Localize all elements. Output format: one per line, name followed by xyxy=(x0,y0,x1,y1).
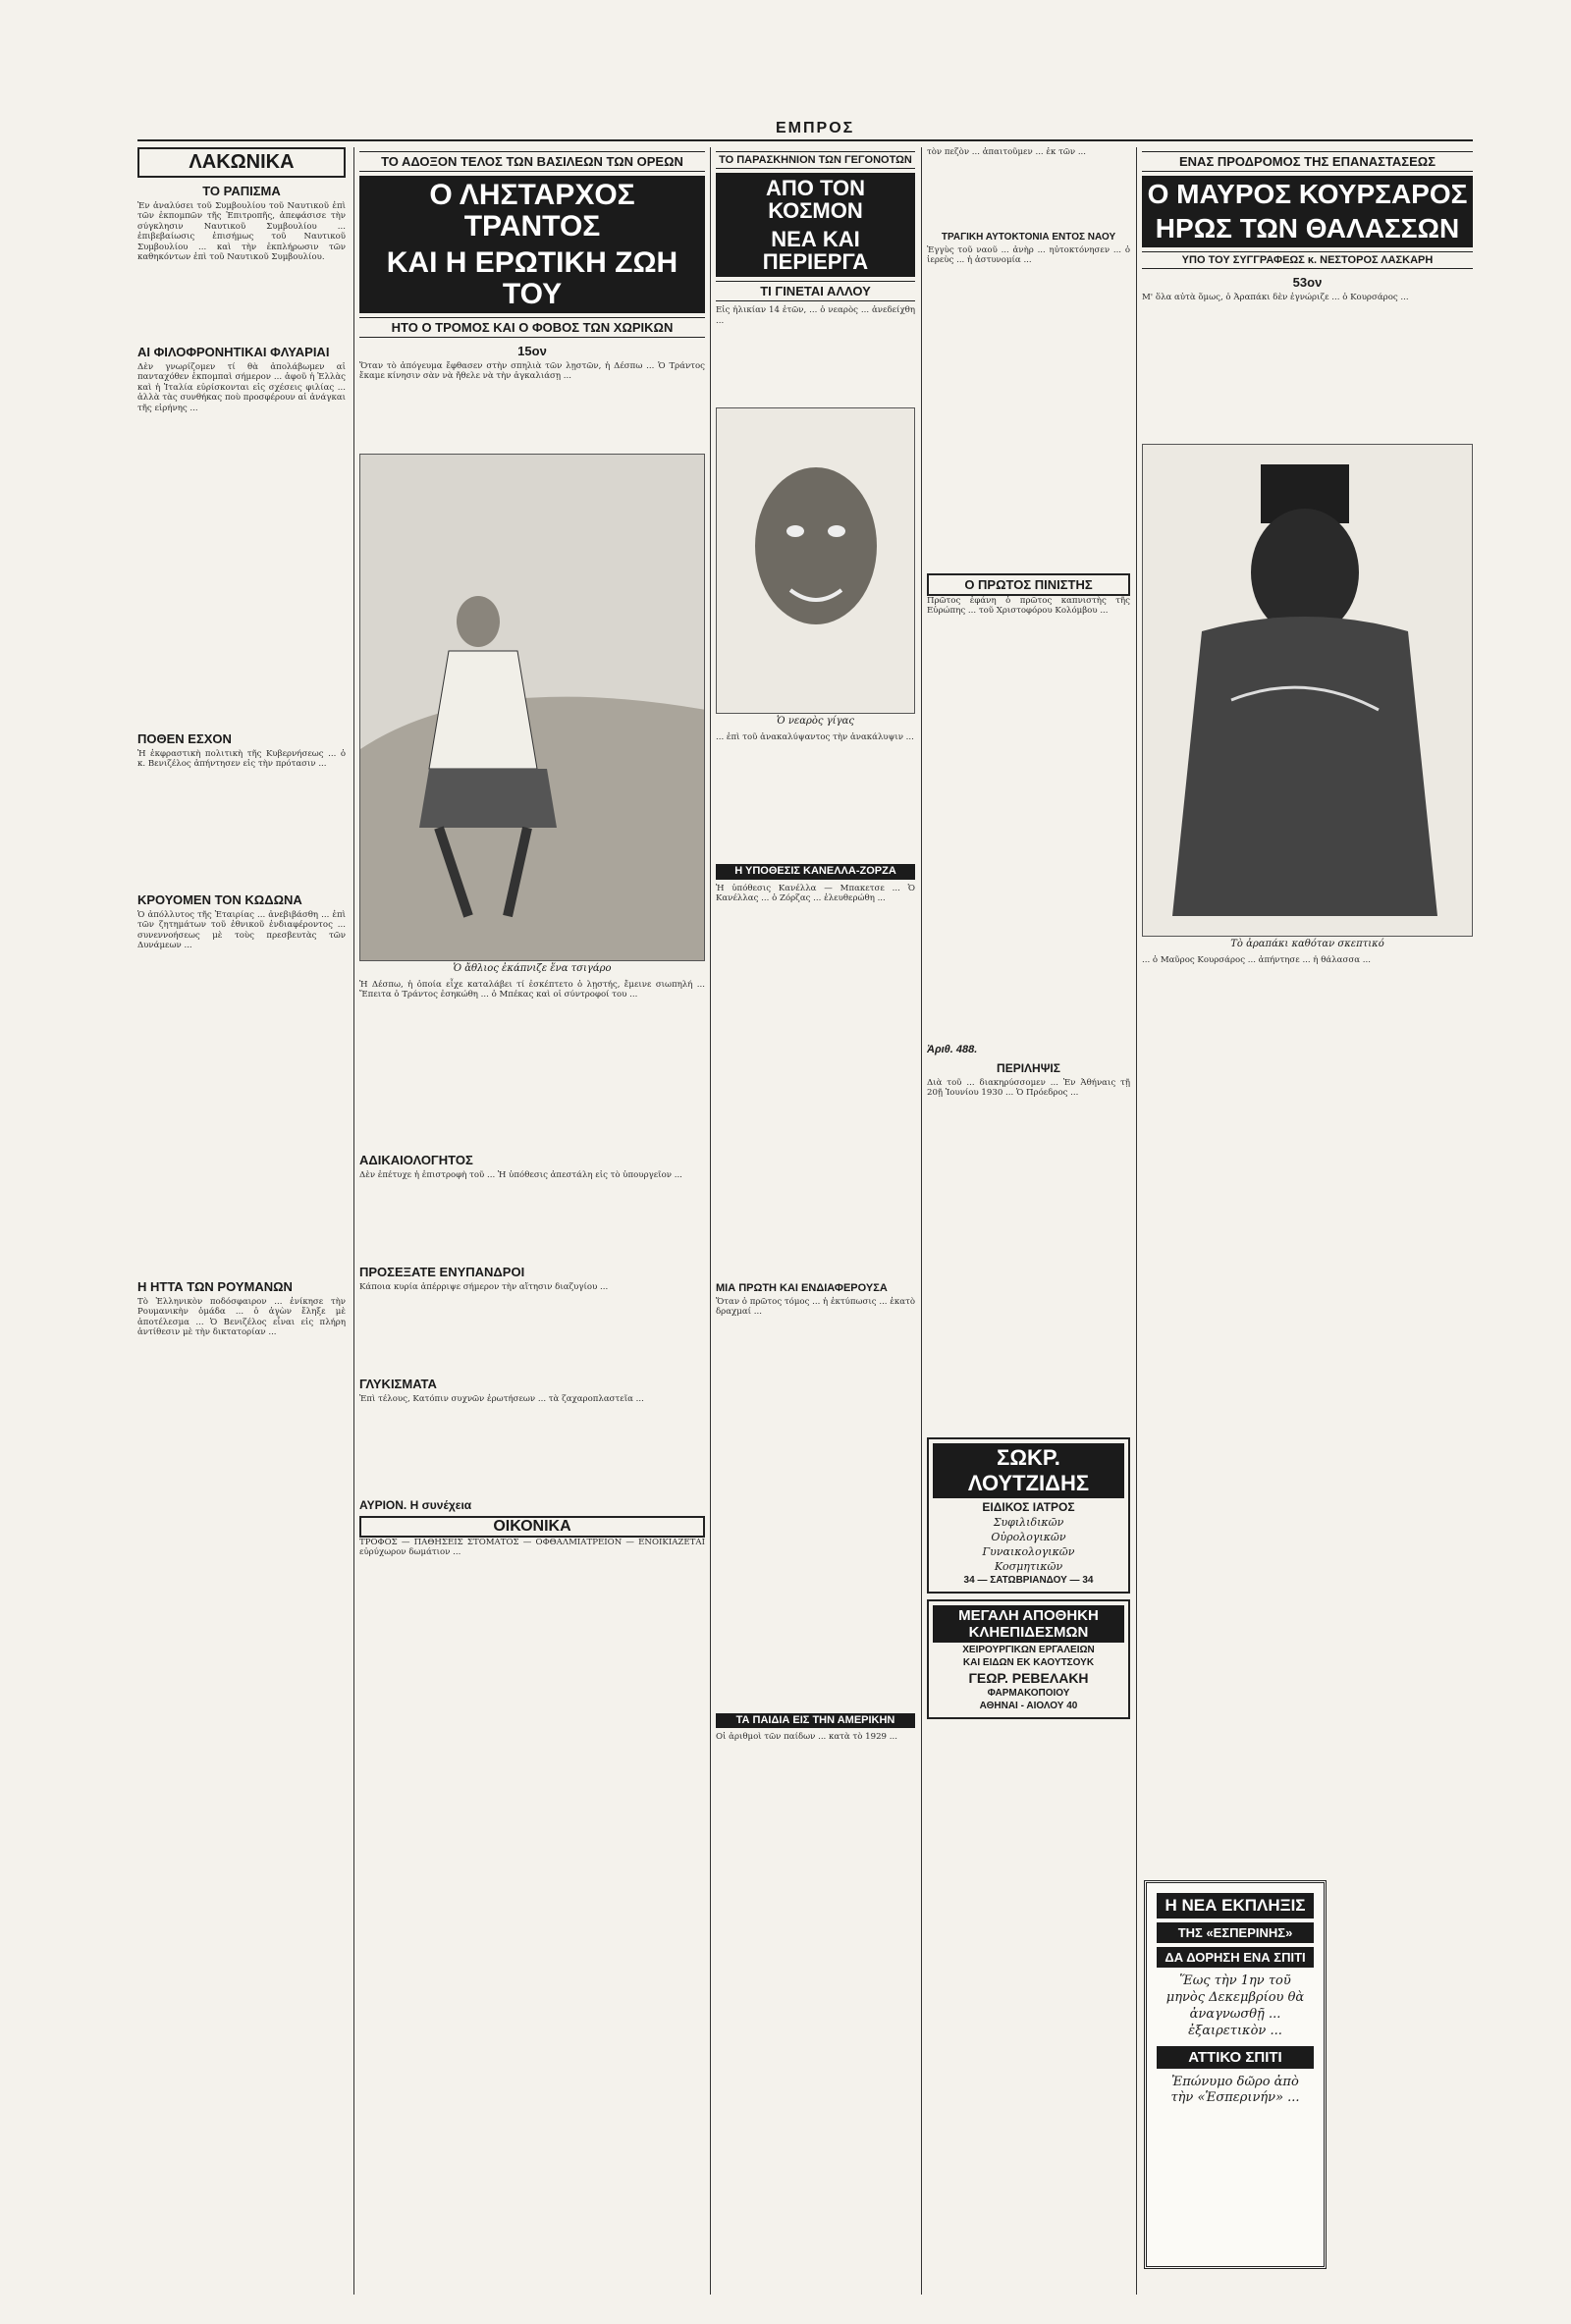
column-rule xyxy=(1136,147,1137,2295)
ad-line: Συφιλιδικῶν xyxy=(993,1516,1064,1529)
continuation-note: ΑΥΡΙΟΝ. Η συνέχεια xyxy=(359,1498,472,1512)
article-heading: Ο ΠΡΩΤΟΣ ΠΙΝΙΣΤΗΣ xyxy=(927,573,1130,596)
headline-line2: ΚΑΙ Η ΕΡΩΤΙΚΗ ΖΩΗ ΤΟΥ xyxy=(359,245,705,313)
serial-number: 53ον xyxy=(1292,274,1323,290)
ad-line: ΦΑΡΜΑΚΟΠΟΙΟΥ xyxy=(987,1688,1070,1699)
article-text: Μ' ὅλα αὐτὰ ὅμως, ὁ Ἀραπάκι δὲν ἐγνώριζε ... ὁ Κουρσάρος ... xyxy=(1142,292,1409,302)
article-text: Ἡ ὑπόθεσις Κανέλλα — Μπακετσε ... Ὁ Κανέλλας ... ὁ Ζόρζας ... ἐλευθερώθη ... xyxy=(716,883,915,904)
ad-line: Κοσμητικῶν xyxy=(994,1560,1063,1573)
article-text: Πρῶτος ἐφάνη ὁ πρῶτος καπνιστὴς τῆς Εὐρώπης ... τοῦ Χριστοφόρου Κολόμβου ... xyxy=(927,596,1130,617)
promo-line: Η ΝΕΑ ΕΚΠΛΗΞΙΣ xyxy=(1157,1893,1314,1919)
column-rule xyxy=(353,147,354,2295)
masthead xyxy=(137,120,1473,141)
ad-pharmacy xyxy=(927,1599,1130,1719)
promo-line: ΔΑ ΔΟΡΗΣΗ ΕΝΑ ΣΠΙΤΙ xyxy=(1157,1947,1314,1968)
article-text: ... ἐπὶ τοῦ ἀνακαλύψαντος τὴν ἀνακάλυψιν ... xyxy=(716,732,914,743)
article-subtitle: ΤΙ ΓΙΝΕΤΑΙ ΑΛΛΟΥ xyxy=(716,281,915,301)
headline-line1: Ο ΛΗΣΤΑΡΧΟΣ ΤΡΑΝΤΟΣ xyxy=(359,176,705,245)
ad-line: ΑΘΗΝΑΙ - ΑΙΟΛΟΥ 40 xyxy=(979,1701,1078,1711)
column-world xyxy=(716,147,915,2295)
article-text: Τὸ Ἑλληνικὸν ποδόσφαιρον ... ἐνίκησε τὴν Ρουμανικὴν ὁμάδα ... ὁ ἀγὼν ἔληξε μὲ ἀποτέλεσμα ... Ὁ Βενιζέλος εἶναι εἰς πλήρη ἀντίθεσιν μὲ τὴν δικτατορίαν ... xyxy=(137,1297,346,1338)
article-text: Οἱ ἀριθμοὶ τῶν παίδων ... κατὰ τὸ 1929 ... xyxy=(716,1732,897,1743)
ad-line: ΕΙΔΙΚΟΣ ΙΑΤΡΟΣ xyxy=(982,1500,1075,1514)
serial-number: 15ον xyxy=(517,344,547,358)
article-kicker: ΕΝΑΣ ΠΡΟΔΡΟΜΟΣ ΤΗΣ ΕΠΑΝΑΣΤΑΣΕΩΣ xyxy=(1142,151,1473,172)
article-heading: ΠΟΘΕΝ ΕΣΧΟΝ xyxy=(137,731,232,746)
promo-esperini xyxy=(1144,1880,1327,2269)
ad-line: Οὐρολογικῶν xyxy=(991,1531,1066,1543)
article-heading: ΓΛΥΚΙΣΜΑΤΑ xyxy=(359,1377,437,1391)
promo-text: Ἐπώνυμο δῶρο ἀπὸ τὴν «Ἑσπερινήν» ... xyxy=(1170,2074,1300,2106)
promo-line: ΤΗΣ «ΕΣΠΕΡΙΝΗΣ» xyxy=(1157,1922,1314,1943)
article-text: Ὅταν ὁ πρῶτος τόμος ... ἡ ἐκτύπωσις ... ἑκατὸ δραχμαί ... xyxy=(716,1296,915,1318)
article-heading: Η ΗΤΤΑ ΤΩΝ ΡΟΥΜΑΝΩΝ xyxy=(137,1279,293,1294)
article-text: Κάποια κυρία ἀπέρριψε σήμερον τὴν αἴτησιν διαζυγίου ... xyxy=(359,1282,609,1292)
article-heading: ΑΙ ΦΙΛΟΦΡΟΝΗΤΙΚΑΙ ΦΛΥΑΡΙΑΙ xyxy=(137,345,330,359)
column-rule xyxy=(710,147,711,2295)
column-news xyxy=(927,147,1130,2295)
notice-title: ΠΕΡΙΛΗΨΙΣ xyxy=(997,1061,1060,1075)
ad-address: 34 — ΣΑΤΩΒΡΙΑΝΔΟΥ — 34 xyxy=(963,1575,1094,1586)
article-subtitle: ΗΤΟ Ο ΤΡΟΜΟΣ ΚΑΙ Ο ΦΟΒΟΣ ΤΩΝ ΧΩΡΙΚΩΝ xyxy=(359,317,705,338)
ad-line: ΧΕΙΡΟΥΡΓΙΚΩΝ ΕΡΓΑΛΕΙΩΝ xyxy=(962,1645,1095,1655)
classified-title: ΟΙΚΟΝΙΚΑ xyxy=(359,1516,705,1538)
notice-text: Διὰ τοῦ ... διακηρύσσομεν ... Ἐν Ἀθήναις τῇ 20ῇ Ἰουνίου 1930 ... Ὁ Πρόεδρος ... xyxy=(927,1078,1130,1099)
illustration-corsair xyxy=(1142,444,1473,937)
headline-line1: ΑΠΟ ΤΟΝ ΚΟΣΜΟΝ xyxy=(716,173,915,226)
article-text: Δὲν ἐπέτυχε ἡ ἐπιστροφὴ τοῦ ... Ἡ ὑπόθεσις ἀπεστάλη εἰς τὸ ὑπουργεῖον ... xyxy=(359,1170,682,1180)
ad-name: ΣΩΚΡ. ΛΟΥΤΖΙΔΗΣ xyxy=(933,1443,1124,1498)
promo-text: Ἕως τὴν 1ην τοῦ μηνὸς Δεκεμβρίου θὰ ἀναγνωσθῇ ... ἐξαιρετικὸν ... xyxy=(1165,1973,1305,2038)
article-text: Ὁ ἀπόλλυτος τῆς Ἑταιρίας ... ἀνεβιβάσθη ... ἐπὶ τῶν ζητημάτων τοῦ ἐθνικοῦ ἐνδιαφέροντος ... συνεννοήσεως μὲ τοὺς πρεσβευτὰς τῶν Δυνάμεων ... xyxy=(137,910,346,951)
masthead-title: ΕΜΠΡΟΣ xyxy=(776,120,855,136)
headline-line2: ΗΡΩΣ ΤΩΝ ΘΑΛΑΣΣΩΝ xyxy=(1142,212,1473,246)
illustration-caption: Τὸ ἀραπάκι καθόταν σκεπτικό xyxy=(1230,938,1384,949)
illustration-caption: Ὁ ἄθλιος ἐκάπνιζε ἕνα τσιγάρο xyxy=(453,963,612,974)
illustration-caption: Ὁ νεαρὸς γίγας xyxy=(777,716,854,728)
article-kicker: ΤΟ ΠΑΡΑΣΚΗΝΙΟΝ ΤΩΝ ΓΕΓΟΝΟΤΩΝ xyxy=(716,151,915,169)
ad-line: ΓΕΩΡ. ΡΕΒΕΛΑΚΗ xyxy=(968,1670,1089,1686)
article-subtitle: ΥΠΟ ΤΟΥ ΣΥΓΓΡΑΦΕΩΣ κ. ΝΕΣΤΟΡΟΣ ΛΑΣΚΑΡΗ xyxy=(1142,251,1473,269)
article-text: Ἡ ἐκφραστικὴ πολιτικὴ τῆς Κυβερνήσεως ... ὁ κ. Βενιζέλος ἀπήντησεν εἰς τὴν πρότασιν ... xyxy=(137,749,346,770)
article-text: ... ὁ Μαῦρος Κουρσάρος ... ἀπήντησε ... ἡ θάλασσα ... xyxy=(1142,954,1371,965)
reference-number: Ἀριθ. 488. xyxy=(927,1044,978,1055)
bandit-drawing xyxy=(360,455,705,960)
headline-line2: ΝΕΑ ΚΑΙ ΠΕΡΙΕΡΓΑ xyxy=(716,226,915,277)
article-text: Δὲν γνωρίζομεν τί θὰ ἀπολάβωμεν αἱ πανταχόθεν ἐκπομπαὶ σήμερον ... ἀφοῦ ἡ Ἑλλὰς καὶ ἡ Ἰταλία εὑρίσκονται εἰς σχέσεις φιλίας ... ἀλλὰ τὰς συνθήκας ποὺ προσφέρουν αἱ ἀνάγκαι τῆς εἰρήνης ... xyxy=(137,362,346,413)
article-text: Ἐν ἀναλύσει τοῦ Συμβουλίου τοῦ Ναυτικοῦ ἐπὶ τῶν ἐκπομπῶν τῆς Ἐπιτροπῆς, ἀπεφάσισε τὴν σύγκλησιν Ναυτικοῦ Συμβουλίου ... ἐπιβεβαίωσις ἐπισήμως τοῦ Ναυτικοῦ Συμβουλίου ... καὶ τὴν ἐκπλήρωσιν τῶν καθηκόντων ἐπὶ τοῦ Ναυτικοῦ Συμβουλίου. xyxy=(137,201,346,263)
article-kicker: ΤΟ ΑΔΟΞΟΝ ΤΕΛΟΣ ΤΩΝ ΒΑΣΙΛΕΩΝ ΤΩΝ ΟΡΕΩΝ xyxy=(359,151,705,172)
article-heading: ΤΑ ΠΑΙΔΙΑ ΕΙΣ ΤΗΝ ΑΜΕΡΙΚΗΝ xyxy=(716,1713,915,1729)
ad-doctor xyxy=(927,1437,1130,1594)
article-text: Εἰς ἡλικίαν 14 ἐτῶν, ... ὁ νεαρὸς ... ἀνεδείχθη ... xyxy=(716,305,915,326)
article-text: Ἐγγὺς τοῦ ναοῦ ... ἀνὴρ ... ηὐτοκτόνησεν ... ὁ ἱερεὺς ... ἡ ἀστυνομία ... xyxy=(927,245,1130,266)
classified-text: ΤΡΟΦΟΣ — ΠΑΘΗΣΕΙΣ ΣΤΟΜΑΤΟΣ — ΟΦΘΑΛΜΙΑΤΡΕΙΟΝ — ΕΝΟΙΚΙΑΖΕΤΑΙ εὐρύχωρον δωμάτιον ... xyxy=(359,1538,705,1558)
ad-line: ΚΑΙ ΕΙΔΩΝ ΕΚ ΚΑΟΥΤΣΟΥΚ xyxy=(962,1657,1095,1668)
illustration-bandit xyxy=(359,454,705,961)
headline-line1: Ο ΜΑΥΡΟΣ ΚΟΥΡΣΑΡΟΣ xyxy=(1142,176,1473,212)
article-heading: ΑΔΙΚΑΙΟΛΟΓΗΤΟΣ xyxy=(359,1153,473,1167)
corsair-drawing xyxy=(1143,445,1473,936)
column-lakonika xyxy=(137,147,346,2295)
article-heading: ΠΡΟΣΕΞΑΤΕ ΕΝΥΠΑΝΔΡΟΙ xyxy=(359,1265,525,1279)
article-heading: ΤΡΑΓΙΚΗ ΑΥΤΟΚΤΟΝΙΑ ΕΝΤΟΣ ΝΑΟΥ xyxy=(941,232,1116,243)
article-text: Ὅταν τὸ ἀπόγευμα ἔφθασεν στὴν σπηλιὰ τῶν λῃστῶν, ἡ Δέσπω ... Ὁ Τράντος ἔκαμε κίνησιν σὰν νὰ ἤθελε νὰ τὴν ἀγκαλιάσῃ ... xyxy=(359,361,705,382)
promo-line: ΑΤΤΙΚΟ ΣΠΙΤΙ xyxy=(1157,2046,1314,2069)
article-heading: Η ΥΠΟΘΕΣΙΣ ΚΑΝΕΛΛΑ-ΖΟΡΖΑ xyxy=(716,864,915,880)
article-heading: ΤΟ ΡΑΠΙΣΜΑ xyxy=(202,184,281,198)
article-text: Ἡ Δέσπω, ἡ ὁποία εἶχε καταλάβει τί ἐσκέπτετο ὁ λῃστής, ἔμεινε σιωπηλή ... Ἔπειτα ὁ Τράντος ἐσηκώθη ... ὁ Μπέκας καὶ οἱ σύντροφοί του ... xyxy=(359,980,705,1000)
section-title: ΛΑΚΩΝΙΚΑ xyxy=(137,147,346,178)
child-portrait xyxy=(717,408,915,713)
illustration-child xyxy=(716,407,915,714)
article-text: Ἐπὶ τέλους, Κατόπιν συχνῶν ἐρωτήσεων ... τὰ ζαχαροπλαστεῖα ... xyxy=(359,1394,644,1404)
ad-line: Γυναικολογικῶν xyxy=(982,1545,1075,1558)
ad-name: ΜΕΓΑΛΗ ΑΠΟΘΗΚΗ ΚΛΗΕΠΙΔΕΣΜΩΝ xyxy=(933,1605,1124,1643)
column-trantos xyxy=(359,147,705,2295)
column-rule xyxy=(921,147,922,2295)
article-text: τὸν πεζὸν ... ἀπαιτοῦμεν ... ἐκ τῶν ... xyxy=(927,147,1087,157)
article-heading: ΜΙΑ ΠΡΩΤΗ ΚΑΙ ΕΝΔΙΑΦΕΡΟΥΣΑ xyxy=(716,1281,888,1294)
article-heading: ΚΡΟΥΟΜΕΝ ΤΟΝ ΚΩΔΩΝΑ xyxy=(137,892,302,907)
